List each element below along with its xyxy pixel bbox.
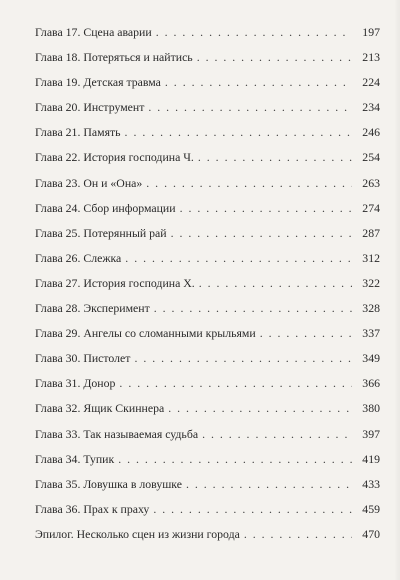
toc-entry-page-number: 470 — [362, 526, 380, 541]
toc-entry-title: Глава 30. Пистолет — [35, 351, 131, 366]
toc-entry-chapter-19[interactable] — [35, 75, 380, 100]
toc-entry-page-number: 459 — [362, 501, 380, 516]
dot-leader — [186, 477, 352, 492]
toc-entry-chapter-28[interactable] — [35, 301, 380, 326]
dot-leader — [119, 376, 352, 391]
toc-entry-title: Глава 32. Ящик Скиннера — [35, 401, 165, 416]
toc-entry-chapter-35[interactable] — [35, 477, 380, 502]
dot-leader — [260, 326, 352, 341]
toc-entry-title: Глава 27. История господина Х. — [35, 275, 195, 290]
toc-entry-page-number: 349 — [362, 351, 380, 366]
toc-entry-page-number: 213 — [362, 50, 380, 65]
dot-leader — [125, 251, 352, 266]
toc-entry-page-number: 366 — [362, 376, 380, 391]
dot-leader — [118, 452, 352, 467]
toc-entry-chapter-22[interactable] — [35, 150, 380, 175]
dot-leader — [198, 150, 352, 165]
dot-leader — [244, 527, 352, 542]
toc-entry-page-number: 234 — [362, 100, 380, 115]
toc-entry-chapter-17[interactable] — [35, 25, 380, 50]
dot-leader — [202, 427, 352, 442]
toc-entry-title: Глава 20. Инструмент — [35, 100, 145, 115]
toc-entry-page-number: 322 — [362, 275, 380, 290]
toc-entry-chapter-36[interactable] — [35, 502, 380, 527]
toc-entry-page-number: 397 — [362, 426, 380, 441]
toc-entry-page-number: 287 — [362, 225, 380, 240]
toc-entry-title: Глава 28. Эксперимент — [35, 301, 150, 316]
toc-entry-page-number: 274 — [362, 200, 380, 215]
toc-entry-title: Глава 21. Память — [35, 125, 121, 140]
toc-entry-chapter-30[interactable] — [35, 351, 380, 376]
dot-leader — [197, 50, 352, 65]
toc-entry-chapter-29[interactable] — [35, 326, 380, 351]
dot-leader — [180, 201, 352, 216]
dot-leader — [146, 176, 352, 191]
toc-entry-page-number: 433 — [362, 476, 380, 491]
toc-entry-chapter-24[interactable] — [35, 201, 380, 226]
toc-entry-chapter-23[interactable] — [35, 176, 380, 201]
toc-entry-page-number: 197 — [362, 25, 380, 39]
toc-entry-title: Глава 31. Донор — [35, 376, 116, 391]
toc-entry-title: Глава 23. Он и «Она» — [35, 175, 143, 190]
toc-entry-chapter-20[interactable] — [35, 100, 380, 125]
dot-leader — [148, 100, 352, 115]
dot-leader — [125, 125, 352, 140]
toc-entry-page-number: 263 — [362, 175, 380, 190]
toc-entry-page-number: 419 — [362, 451, 380, 466]
toc-entry-title: Глава 35. Ловушка в ловушке — [35, 476, 182, 491]
toc-entry-page-number: 224 — [362, 75, 380, 90]
dot-leader — [153, 502, 352, 517]
toc-entry-title: Глава 34. Тупик — [35, 451, 115, 466]
dot-leader — [199, 276, 352, 291]
toc-entry-title: Глава 36. Прах к праху — [35, 501, 150, 516]
dot-leader — [134, 351, 352, 366]
toc-entry-page-number: 337 — [362, 326, 380, 341]
toc-entry-chapter-32[interactable] — [35, 401, 380, 426]
toc-entry-epilogue[interactable] — [35, 527, 380, 552]
toc-entry-page-number: 380 — [362, 401, 380, 416]
toc-entry-chapter-21[interactable] — [35, 125, 380, 150]
toc-entry-page-number: 254 — [362, 150, 380, 165]
toc-entry-title: Эпилог. Несколько сцен из жизни города — [35, 526, 240, 541]
toc-entry-chapter-25[interactable] — [35, 226, 380, 251]
toc-entry-title: Глава 24. Сбор информации — [35, 200, 176, 215]
toc-entry-chapter-31[interactable] — [35, 376, 380, 401]
toc-entry-title: Глава 29. Ангелы со сломанными крыльями — [35, 326, 256, 341]
dot-leader — [156, 25, 352, 40]
toc-entry-title: Глава 26. Слежка — [35, 250, 122, 265]
toc-entry-chapter-26[interactable] — [35, 251, 380, 276]
toc-entry-title: Глава 33. Так называемая судьба — [35, 426, 199, 441]
dot-leader — [154, 301, 352, 316]
toc-entry-title: Глава 18. Потеряться и найтись — [35, 50, 193, 65]
toc-entry-title: Глава 17. Сцена аварии — [35, 25, 152, 39]
page-edge-shadow — [394, 0, 400, 580]
toc-entry-title: Глава 19. Детская травма — [35, 75, 161, 90]
toc-entry-title: Глава 22. История господина Ч. — [35, 150, 194, 165]
toc-entry-chapter-34[interactable] — [35, 452, 380, 477]
toc-entry-page-number: 246 — [362, 125, 380, 140]
toc-entry-title: Глава 25. Потерянный рай — [35, 225, 167, 240]
toc-entry-chapter-27[interactable] — [35, 276, 380, 301]
toc-entry-chapter-18[interactable] — [35, 50, 380, 75]
toc-entry-page-number: 312 — [362, 250, 380, 265]
dot-leader — [165, 75, 352, 90]
toc-entry-page-number: 328 — [362, 301, 380, 316]
dot-leader — [168, 401, 352, 416]
dot-leader — [171, 226, 352, 241]
toc-entry-chapter-33[interactable] — [35, 427, 380, 452]
